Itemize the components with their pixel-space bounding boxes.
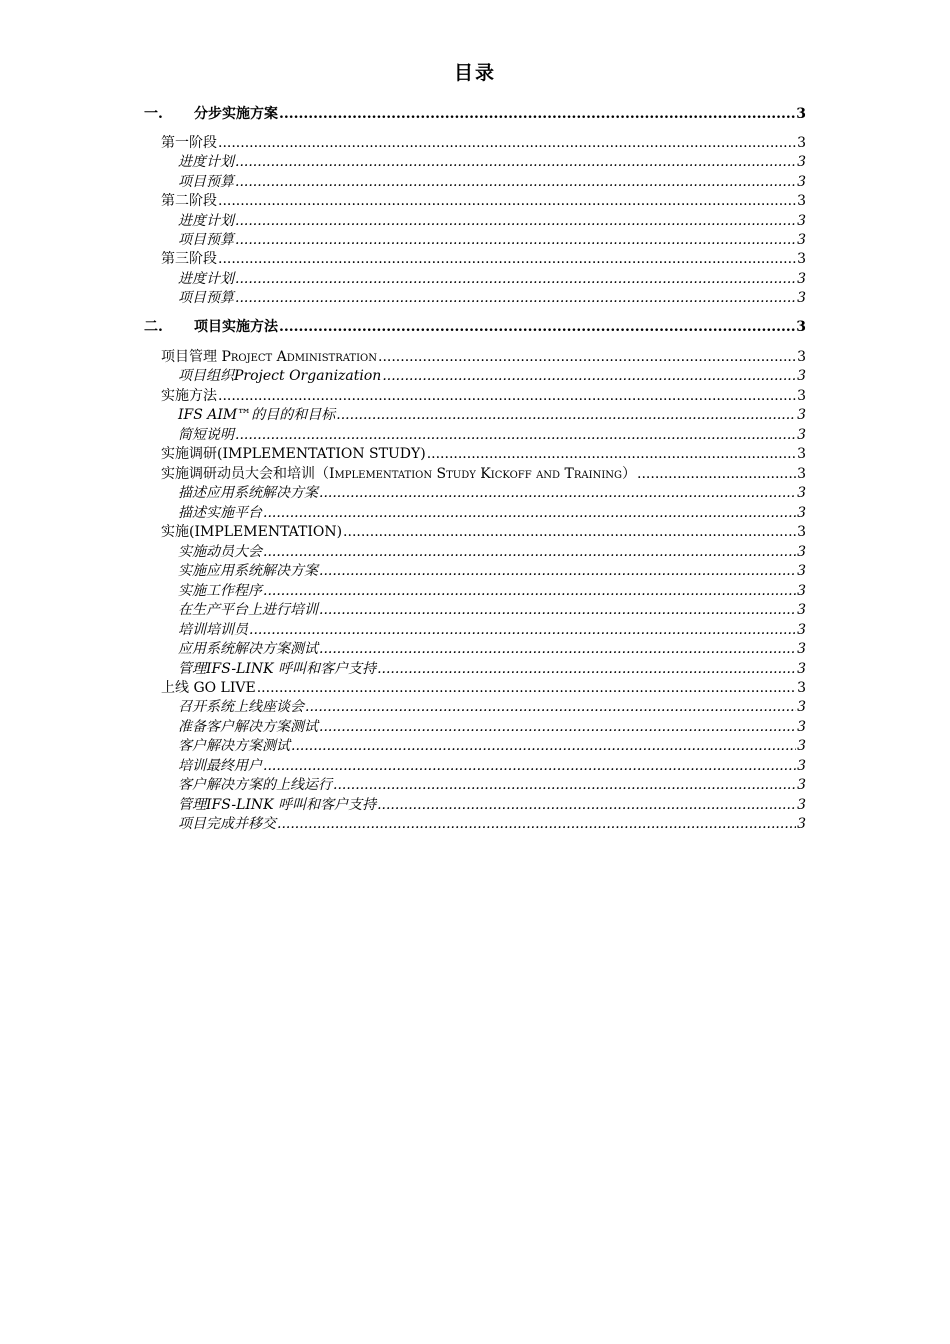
- dot-leader: [377, 660, 796, 679]
- toc-entry[interactable]: [178, 815, 806, 834]
- toc-page-number: 3: [797, 816, 806, 832]
- toc-entry[interactable]: [178, 796, 806, 815]
- toc-entry[interactable]: [161, 679, 806, 698]
- dot-leader: [263, 504, 796, 523]
- toc-page-number: 3: [796, 319, 806, 335]
- dot-leader: [249, 621, 796, 640]
- dot-leader: [235, 173, 796, 192]
- toc-page-number: 3: [797, 232, 806, 248]
- dot-leader: [333, 776, 796, 795]
- toc-entry-text: [161, 134, 217, 153]
- toc-page-number: 3: [797, 213, 806, 229]
- dot-leader: [319, 640, 796, 659]
- toc-page-number: 3: [797, 251, 806, 267]
- toc-entry-text: [178, 582, 262, 601]
- toc-entry-text: [178, 173, 234, 192]
- toc-entry-label: 描述应用系统解决方案: [178, 485, 318, 501]
- toc-entry[interactable]: [178, 582, 806, 601]
- toc-entry-label: 实施动员大会: [178, 544, 262, 560]
- dot-leader: [319, 562, 796, 581]
- toc-entry[interactable]: [178, 367, 806, 386]
- toc-entry[interactable]: [178, 601, 806, 620]
- toc-entry-label: 项目预算: [178, 290, 234, 306]
- toc-entry[interactable]: [161, 465, 806, 484]
- dot-leader: [218, 134, 796, 153]
- toc-entry-text: [161, 250, 217, 269]
- toc-entry-text: [178, 484, 318, 503]
- toc-title: 目录: [453, 62, 496, 84]
- dot-leader: [377, 796, 796, 815]
- dot-leader: [218, 192, 796, 211]
- dot-leader: [378, 348, 796, 367]
- toc-entry-text: [161, 387, 217, 406]
- toc-entry-label: 描述实施平台: [178, 505, 262, 521]
- toc-entry[interactable]: [178, 212, 806, 231]
- toc-page-number: 3: [797, 407, 806, 423]
- toc-entry-text: [161, 348, 377, 367]
- dot-leader: [218, 250, 796, 269]
- toc-entry[interactable]: [161, 192, 806, 211]
- toc-entry[interactable]: [178, 231, 806, 250]
- toc-page-number: 3: [797, 563, 806, 579]
- toc-entry-label: 项目实施方法: [194, 319, 278, 335]
- dot-leader: [427, 445, 796, 464]
- dot-leader: [319, 601, 796, 620]
- toc-page-number: 3: [797, 349, 806, 365]
- toc-entry-number: 二.: [144, 319, 163, 335]
- toc-entry[interactable]: [178, 621, 806, 640]
- toc-page-number: 3: [796, 106, 806, 122]
- toc-entry[interactable]: [178, 173, 806, 192]
- dot-leader: [277, 815, 796, 834]
- toc-entry[interactable]: [178, 698, 806, 717]
- dot-leader: [382, 367, 796, 386]
- toc-entry[interactable]: [161, 134, 806, 153]
- toc-entry-label: 上线 GO LIVE: [161, 680, 256, 696]
- toc-page-number: 3: [797, 777, 806, 793]
- toc-entry[interactable]: [178, 406, 806, 425]
- toc-entry-label: 项目预算: [178, 174, 234, 190]
- toc-entry-label: 项目预算: [178, 232, 234, 248]
- toc-page-number: 3: [797, 583, 806, 599]
- toc-entry-text: [178, 660, 376, 679]
- toc-entry-text: [178, 426, 234, 445]
- toc-entry-text: [178, 718, 318, 737]
- toc-entry-label: 实施调研(IMPLEMENTATION STUDY): [161, 446, 426, 462]
- toc-entry-text: [178, 270, 234, 289]
- toc-entry-text: [178, 231, 234, 250]
- toc-page-number: 3: [797, 271, 806, 287]
- toc-entry[interactable]: [178, 270, 806, 289]
- toc-page-number: 3: [797, 193, 806, 209]
- toc-entry-text: [178, 212, 234, 231]
- toc-entry-label: 实施应用系统解决方案: [178, 563, 318, 579]
- toc-page-number: 3: [797, 797, 806, 813]
- toc-entry-text: [178, 796, 376, 815]
- toc-page-number: 3: [797, 505, 806, 521]
- dot-leader: [235, 212, 796, 231]
- toc-entry-label: 实施工作程序: [178, 583, 262, 599]
- toc-entry[interactable]: [178, 153, 806, 172]
- toc-entry-label: 进度计划: [178, 213, 234, 229]
- toc-entry-text: [178, 698, 304, 717]
- dot-leader: [291, 737, 796, 756]
- dot-leader: [336, 406, 796, 425]
- dot-leader: [319, 484, 796, 503]
- toc-entry-label: 项目组织Project Organization: [178, 368, 382, 384]
- toc-entry[interactable]: [178, 289, 806, 308]
- toc-entry-text: [178, 621, 248, 640]
- toc-entry-text: [178, 289, 234, 308]
- toc-entry-label: 实施(IMPLEMENTATION): [161, 524, 343, 540]
- dot-leader: [235, 270, 796, 289]
- toc-entry-text: [178, 776, 332, 795]
- dot-leader: [235, 231, 796, 250]
- toc-page-number: 3: [797, 719, 806, 735]
- toc-page-number: 3: [797, 622, 806, 638]
- toc-page-number: 3: [797, 368, 806, 384]
- dot-leader: [263, 582, 796, 601]
- toc-page-number: 3: [797, 758, 806, 774]
- toc-entry-label: 管理IFS-LINK 呼叫和客户支持: [178, 797, 377, 813]
- toc-entry-text: [178, 367, 381, 386]
- toc-entry-text: [178, 406, 335, 425]
- toc-entry-text: [178, 640, 318, 659]
- toc-page-number: 3: [797, 446, 806, 462]
- toc-entry-text: [178, 562, 318, 581]
- dot-leader: [235, 289, 796, 308]
- dot-leader: [263, 543, 796, 562]
- toc-entry-label: 进度计划: [178, 154, 234, 170]
- dot-leader: [218, 387, 796, 406]
- dot-leader: [235, 426, 796, 445]
- toc-entry-text: [144, 318, 278, 337]
- toc-entry-label: 管理IFS-LINK 呼叫和客户支持: [178, 661, 377, 677]
- toc-entry[interactable]: [178, 426, 806, 445]
- toc-entry[interactable]: [144, 318, 806, 337]
- toc-page-number: 3: [797, 466, 806, 482]
- toc-entry[interactable]: [178, 737, 806, 756]
- toc-page-number: 3: [797, 661, 806, 677]
- toc-entry-text: [161, 192, 217, 211]
- toc-entry-label: 项目完成并移交: [178, 816, 276, 832]
- toc-page-number: 3: [797, 485, 806, 501]
- toc-page-number: 3: [797, 290, 806, 306]
- toc-entry-label: 简短说明: [178, 427, 234, 443]
- toc-entry[interactable]: [178, 776, 806, 795]
- toc-entry[interactable]: [178, 562, 806, 581]
- toc-entry-text: [161, 445, 426, 464]
- toc-entry[interactable]: [178, 543, 806, 562]
- toc-page-number: 3: [797, 680, 806, 696]
- toc-entry-text: [178, 504, 262, 523]
- toc-entry-text: [178, 543, 262, 562]
- toc-entry-text: [178, 815, 276, 834]
- toc-page-number: 3: [797, 388, 806, 404]
- toc-entry-text: [178, 601, 318, 620]
- toc-entry-label: 培训最终用户: [178, 758, 262, 774]
- toc-page-number: 3: [797, 738, 806, 754]
- toc-entry-text: [144, 105, 278, 124]
- toc-entry[interactable]: [161, 387, 806, 406]
- dot-leader: [279, 105, 795, 124]
- toc-entry-label: 实施方法: [161, 388, 217, 404]
- toc-entry-label: 进度计划: [178, 271, 234, 287]
- toc-entry[interactable]: [178, 640, 806, 659]
- toc-entry[interactable]: [161, 445, 806, 464]
- toc-entry-label: 准备客户解决方案测试: [178, 719, 318, 735]
- toc-entry-label: 第三阶段: [161, 251, 217, 267]
- toc-entry-text: [161, 465, 636, 484]
- toc-entry[interactable]: [178, 718, 806, 737]
- toc-entry-text: [161, 679, 256, 698]
- toc-entry-text: [161, 523, 342, 542]
- toc-page-number: 3: [797, 544, 806, 560]
- toc-page-number: 3: [797, 135, 806, 151]
- dot-leader: [305, 698, 796, 717]
- toc-entry-label: 分步实施方案: [194, 106, 278, 122]
- dot-leader: [279, 318, 795, 337]
- toc-page-number: 3: [797, 524, 806, 540]
- dot-leader: [235, 153, 796, 172]
- toc-entry[interactable]: [161, 250, 806, 269]
- toc-entry-label: 在生产平台上进行培训: [178, 602, 318, 618]
- toc-entry[interactable]: [178, 484, 806, 503]
- toc-entry-label: 客户解决方案测试: [178, 738, 290, 754]
- toc-entry-label: 培训培训员: [178, 622, 248, 638]
- toc-page-number: 3: [797, 699, 806, 715]
- toc-entry-label: 应用系统解决方案测试: [178, 641, 318, 657]
- toc-entry[interactable]: [144, 105, 806, 124]
- toc-entry-number: 一.: [144, 106, 163, 122]
- toc-page-number: 3: [797, 154, 806, 170]
- toc-entry-label: 实施调研动员大会和培训（Implementation Study Kickoff and Training）: [161, 466, 637, 482]
- dot-leader: [343, 523, 796, 542]
- toc-entry-text: [178, 153, 234, 172]
- toc-entry[interactable]: [161, 523, 806, 542]
- toc-entry[interactable]: [178, 757, 806, 776]
- toc-page-number: 3: [797, 602, 806, 618]
- dot-leader: [319, 718, 796, 737]
- dot-leader: [257, 679, 796, 698]
- dot-leader: [637, 465, 796, 484]
- toc-entry-label: 召开系统上线座谈会: [178, 699, 304, 715]
- toc-entry-label: 第一阶段: [161, 135, 217, 151]
- toc-entry[interactable]: [178, 660, 806, 679]
- toc-page-number: 3: [797, 641, 806, 657]
- toc-entry-text: [178, 737, 290, 756]
- toc-entry-label: 第二阶段: [161, 193, 217, 209]
- toc-page-number: 3: [797, 174, 806, 190]
- toc-entry[interactable]: [161, 348, 806, 367]
- toc-entry-label: 项目管理 Project Administration: [161, 349, 377, 365]
- toc-entry-label: IFS AIM™的目的和目标: [178, 407, 336, 423]
- dot-leader: [263, 757, 796, 776]
- toc-entry-text: [178, 757, 262, 776]
- toc-entry[interactable]: [178, 504, 806, 523]
- toc-entry-label: 客户解决方案的上线运行: [178, 777, 332, 793]
- toc-page-number: 3: [797, 427, 806, 443]
